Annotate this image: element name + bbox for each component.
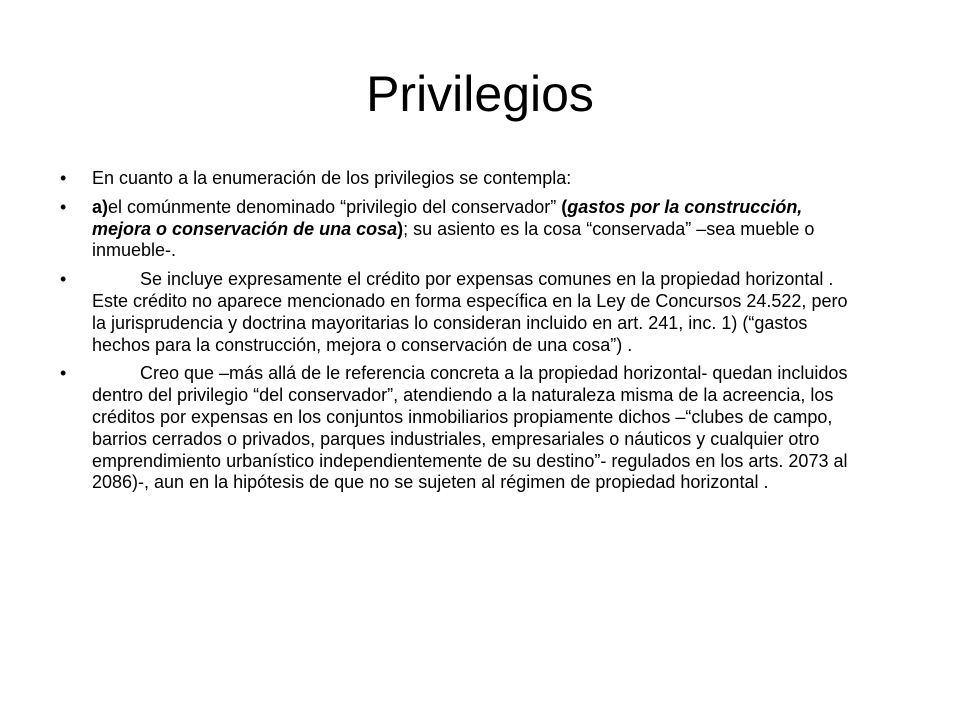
bullet-icon: • bbox=[60, 196, 67, 217]
bullet-text: En cuanto a la enumeración de los privilegios se contempla: bbox=[92, 168, 572, 188]
bullet-text-pre: el comúnmente denominado “privilegio del conservador” bbox=[108, 196, 562, 217]
bullet-list bbox=[60, 168, 860, 501]
emphasis-text: gastos por la construcción, mejora o conservación de una cosa bbox=[92, 196, 803, 239]
bullet-text: Se incluye expresamente el crédito por expensas comunes en la propiedad horizontal . Este crédito no aparece mencionado en forma específica en la Ley de Concursos 24.522, pero la jurisprudencia y doctrina mayoritarias lo consideran incluido en art. 241, inc. 1) (“gastos hechos para la construcción, mejora o conservación de una cosa”) . bbox=[92, 269, 848, 355]
bullet-item bbox=[60, 197, 860, 262]
bullet-icon: • bbox=[60, 269, 67, 290]
paren-close: ) bbox=[397, 218, 404, 239]
bullet-item bbox=[60, 269, 860, 356]
paren-open: ( bbox=[561, 196, 568, 217]
bullet-item bbox=[60, 363, 860, 494]
slide-title: Privilegios bbox=[366, 66, 594, 122]
bullet-item bbox=[60, 168, 860, 190]
item-label: a) bbox=[92, 196, 109, 217]
bullet-text-post: ; su asiento es la cosa “conservada” –sea mueble o inmueble-. bbox=[92, 218, 815, 261]
bullet-icon: • bbox=[60, 363, 67, 384]
bullet-text: Creo que –más allá de le referencia concreta a la propiedad horizontal- quedan incluidos dentro del privilegio “del conservador”, atendiendo a la naturaleza misma de la acreencia, los créditos por expensas en los conjuntos inmobiliarios propiamente dichos –“clubes de campo, barrios cerrados o privados, parques industriales, empresariales o náuticos y cualquier otro emprendimiento urbanístico independientemente de su destino”- regulados en los arts. 2073 al 2086)-, aun en la hipótesis de que no se sujeten al régimen de propiedad horizontal . bbox=[92, 363, 848, 493]
bullet-icon: • bbox=[60, 168, 67, 188]
